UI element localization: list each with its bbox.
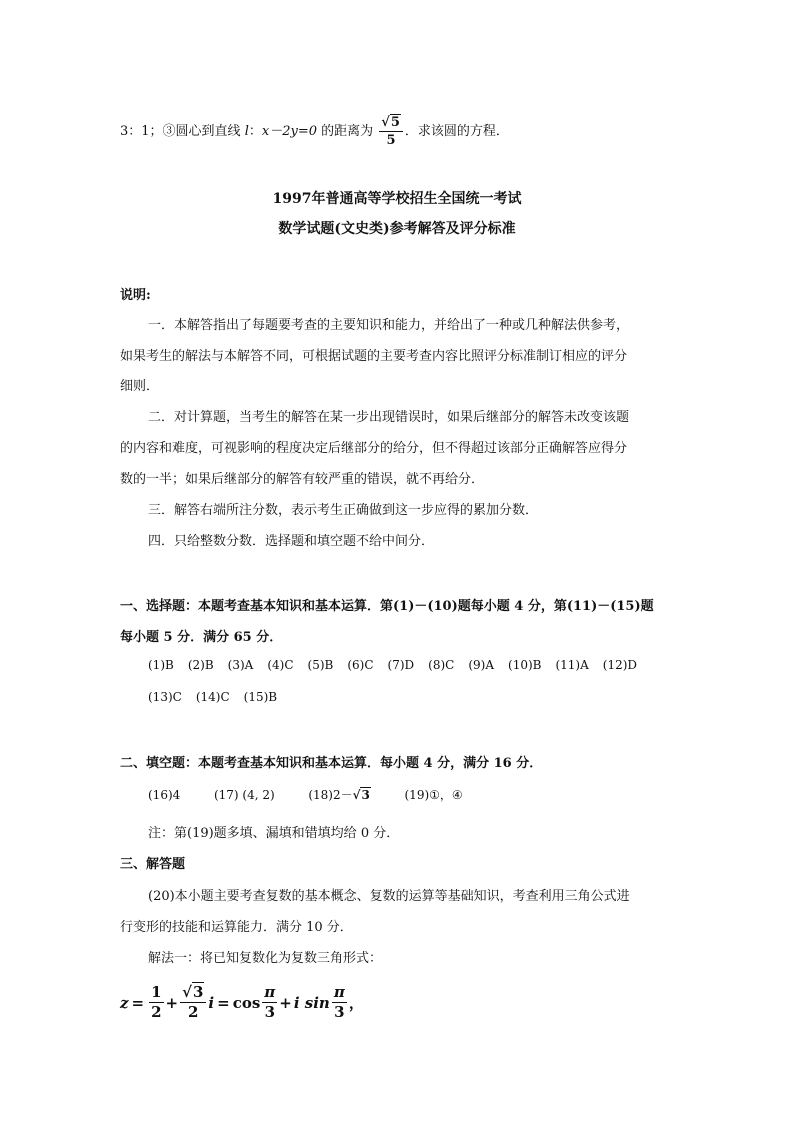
formula-i: i xyxy=(208,993,215,1012)
formula-equals-2: = xyxy=(217,993,230,1012)
choice-answer: (11)A xyxy=(555,658,589,672)
formula-fraction-half xyxy=(149,985,163,1020)
notes-heading: 说明: xyxy=(120,288,151,303)
formula-plus-2: + xyxy=(279,993,292,1012)
formula-pi-a: π xyxy=(264,983,276,1001)
formula-f2-root: 3 xyxy=(192,983,204,1001)
choice-answer: (2)B xyxy=(187,658,214,672)
formula-three-b: 3 xyxy=(334,1003,345,1021)
choice-answer: (3)A xyxy=(227,658,254,672)
circle-condition-line xyxy=(120,116,509,147)
formula-f2-den: 2 xyxy=(188,1003,199,1021)
note-2-line-2: 的内容和难度，可视影响的程度决定后继部分的给分，但不得超过该部分正确解答应得分 xyxy=(120,441,628,456)
choice-answer: (7)D xyxy=(387,658,415,672)
problem-20-line-2: 行变形的技能和运算能力．满分 10 分． xyxy=(120,920,353,935)
section-1-heading-line-1: 一、选择题：本题考查基本知识和基本运算．第(1)－(10)题每小题 4 分，第(11)－(15)题 xyxy=(120,599,654,614)
answer-18-root: 3 xyxy=(361,788,370,802)
formula-equals-1: = xyxy=(131,993,145,1012)
choice-answer: (6)C xyxy=(347,658,374,672)
page-title: 1997年普通高等学校招生全国统一考试 xyxy=(272,191,522,207)
note-4: 四．只给整数分数．选择题和填空题不给中间分． xyxy=(148,534,435,549)
note-3: 三．解答右端所注分数，表示考生正确做到这一步应得的累加分数． xyxy=(148,503,539,518)
distance-den: 5 xyxy=(386,133,396,148)
note-1-line-3: 细则． xyxy=(120,379,160,394)
answer-18-prefix: (18)2－ xyxy=(308,788,353,802)
complex-number-formula xyxy=(120,985,364,1020)
formula-fraction-root3-half xyxy=(180,985,206,1020)
note-1-line-1: 一．本解答指出了每题要考查的主要知识和能力，并给出了一种或几种解法供参考， xyxy=(148,318,630,333)
choice-answer: (14)C xyxy=(195,690,230,704)
sqrt-symbol: √ xyxy=(381,115,390,130)
choice-answer: (9)A xyxy=(468,658,495,672)
fill-answers-row xyxy=(148,786,463,803)
condition-prefix: 3：1；③圆心到直线 xyxy=(120,124,245,139)
formula-plus-1: + xyxy=(165,993,179,1012)
note-2-line-1: 二．对计算题，当考生的解答在某一步出现错误时，如果后继部分的解答未改变该题 xyxy=(148,410,630,425)
answer-16: (16)4 xyxy=(148,788,181,802)
formula-isin: i sin xyxy=(293,993,330,1012)
choice-answer: (13)C xyxy=(148,690,182,704)
answer-17: (17) (4, 2) xyxy=(213,788,275,802)
distance-num-root: 5 xyxy=(390,115,400,130)
formula-fraction-pi3-b xyxy=(332,985,347,1020)
line-label: l xyxy=(244,124,249,139)
line-equation: x－2y=0 xyxy=(261,124,317,139)
note-2-line-3: 数的一半；如果后继部分的解答有较严重的错误，就不再给分． xyxy=(120,472,485,487)
choice-answer: (5)B xyxy=(307,658,334,672)
choice-answer: (12)D xyxy=(602,658,638,672)
choice-answers-row-2 xyxy=(148,690,291,704)
choice-answer: (4)C xyxy=(267,658,294,672)
section-2-heading: 二、填空题：本题考查基本知识和基本运算．每小题 4 分，满分 16 分． xyxy=(120,756,543,771)
formula-pi-b: π xyxy=(333,983,345,1001)
choice-answers-row-1 xyxy=(148,658,651,672)
formula-f1-num: 1 xyxy=(151,983,162,1001)
choice-answer: (10)B xyxy=(508,658,542,672)
formula-cos: cos xyxy=(232,993,261,1012)
condition-suffix: ．求该圆的方程． xyxy=(404,124,509,139)
section-3-heading: 三、解答题 xyxy=(120,857,186,872)
method-1-intro: 解法一：将已知复数化为复数三角形式： xyxy=(148,951,383,966)
answer-19: (19)①，④ xyxy=(404,788,463,802)
section-1-heading-line-2: 每小题 5 分．满分 65 分． xyxy=(120,630,283,645)
problem-20-line-1: (20)本小题主要考查复数的基本概念、复数的运算等基础知识，考查利用三角公式进 xyxy=(148,889,630,904)
distance-fraction xyxy=(379,116,403,147)
formula-comma: ， xyxy=(348,994,364,1012)
choice-answer: (15)B xyxy=(243,690,278,704)
note-1-line-2: 如果考生的解法与本解答不同，可根据试题的主要考查内容比照评分标准制订相应的评分 xyxy=(120,349,628,364)
choice-answer: (8)C xyxy=(428,658,455,672)
answer-18-sqrt-symbol: √ xyxy=(352,788,361,802)
formula-z: z xyxy=(120,993,129,1012)
line-colon: ： xyxy=(248,124,262,139)
formula-fraction-pi3-a xyxy=(262,985,277,1020)
condition-mid: 的距离为 xyxy=(317,124,374,139)
fill-answer-note: 注：第(19)题多填、漏填和错填均给 0 分． xyxy=(148,826,400,841)
formula-f1-den: 2 xyxy=(151,1003,162,1021)
choice-answer: (1)B xyxy=(148,658,174,672)
formula-sqrt-symbol: √ xyxy=(182,983,192,1001)
formula-three-a: 3 xyxy=(264,1003,275,1021)
page-subtitle: 数学试题(文史类)参考解答及评分标准 xyxy=(278,221,516,237)
